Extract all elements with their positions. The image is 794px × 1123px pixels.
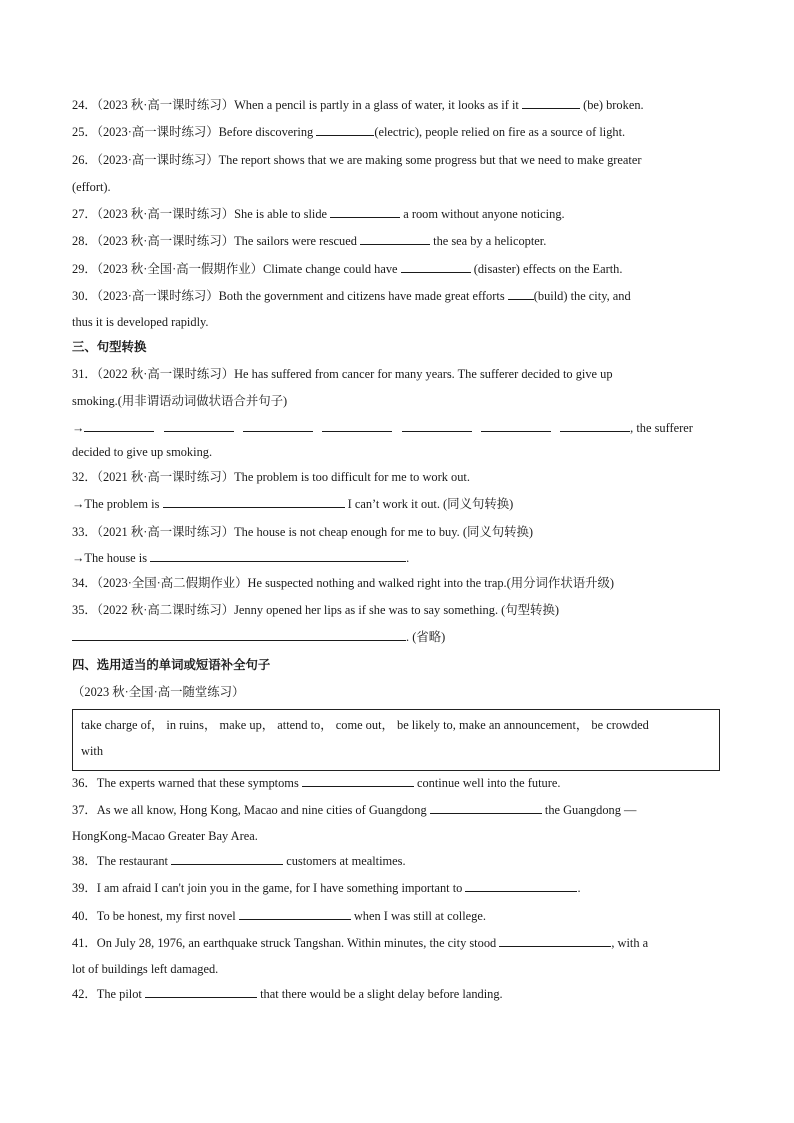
question-29: 29．（2023 秋·全国·高一假期作业）Climate change could have (disaster) effects on the Earth. <box>72 262 623 276</box>
answer-blank[interactable] <box>360 232 430 245</box>
question-35: 35．（2022 秋·高二课时练习）Jenny opened her lips as if she was to say something. (句型转换) <box>72 603 559 617</box>
answer-blank[interactable] <box>164 419 234 432</box>
answer-blank[interactable] <box>163 495 345 508</box>
answer-blank[interactable] <box>402 419 472 432</box>
answer-blank[interactable] <box>302 774 414 787</box>
question-42: 42．The pilot that there would be a slight delay before landing. <box>72 987 503 1001</box>
answer-blank[interactable] <box>465 879 577 892</box>
answer-blank[interactable] <box>171 852 283 865</box>
word-bank-box <box>72 709 720 771</box>
question-41-cont: lot of buildings left damaged. <box>72 962 219 976</box>
answer-blank[interactable] <box>330 205 400 218</box>
question-30-cont: thus it is developed rapidly. <box>72 315 209 329</box>
question-28: 28．（2023 秋·高一课时练习）The sailors were rescued the sea by a helicopter. <box>72 234 547 248</box>
answer-blank[interactable] <box>145 985 257 998</box>
question-32: 32．（2021 秋·高一课时练习）The problem is too difficult for me to work out. <box>72 470 470 484</box>
question-31: 31．（2022 秋·高一课时练习）He has suffered from cancer for many years. The sufferer decided to give up <box>72 367 613 381</box>
question-33: 33．（2021 秋·高一课时练习）The house is not cheap enough for me to buy. (同义句转换) <box>72 525 534 539</box>
question-38: 38．The restaurant customers at mealtimes. <box>72 854 406 868</box>
question-36: 36．The experts warned that these symptoms continue well into the future. <box>72 776 561 790</box>
question-25: 25．（2023·高一课时练习）Before discovering (electric), people relied on fire as a source of light. <box>72 125 626 139</box>
answer-blank[interactable] <box>322 419 392 432</box>
question-31-cont-2: decided to give up smoking. <box>72 445 213 459</box>
section-3-heading: 三、句型转换 <box>72 339 147 354</box>
question-30: 30．（2023·高一课时练习）Both the government and citizens have made great efforts (build) the city, and <box>72 289 631 303</box>
question-32-answer-line: →The problem is I can’t work it out. (同义句转换) <box>72 497 514 511</box>
answer-blank[interactable] <box>72 628 406 641</box>
question-34: 34．（2023·全国·高二假期作业）He suspected nothing and walked right into the trap.(用分词作状语升级) <box>72 576 615 590</box>
question-33-answer-line: →The house is . <box>72 551 410 565</box>
section-4-source: （2023 秋·全国·高一随堂练习） <box>72 685 245 699</box>
question-41: 41．On July 28, 1976, an earthquake struck Tangshan. Within minutes, the city stood , with a <box>72 936 649 950</box>
question-37: 37．As we all know, Hong Kong, Macao and nine cities of Guangdong the Guangdong — <box>72 803 637 817</box>
question-31-answer-line: → , the sufferer <box>72 421 693 435</box>
question-24: 24．（2023 秋·高一课时练习）When a pencil is partly in a glass of water, it looks as if it (be) broken. <box>72 98 644 112</box>
answer-blank[interactable] <box>401 260 471 273</box>
section-4-heading: 四、选用适当的单词或短语补全句子 <box>72 657 271 672</box>
word-bank-line-2: with <box>81 744 104 758</box>
question-26: 26．（2023·高一课时练习）The report shows that we are making some progress but that we need to make greater <box>72 153 642 167</box>
answer-blank[interactable] <box>239 907 351 920</box>
answer-blank[interactable] <box>560 419 630 432</box>
answer-blank[interactable] <box>150 549 406 562</box>
answer-blank[interactable] <box>508 287 534 300</box>
answer-blank[interactable] <box>481 419 551 432</box>
answer-blank[interactable] <box>430 801 542 814</box>
question-31-cont: smoking.(用非谓语动词做状语合并句子) <box>72 394 288 408</box>
word-bank-line-1: take charge of， in ruins， make up， attend to， come out， be likely to, make an announcement， be crowded <box>81 718 649 732</box>
question-37-cont: HongKong-Macao Greater Bay Area. <box>72 829 258 843</box>
question-26-cont: (effort). <box>72 180 111 194</box>
answer-blank[interactable] <box>84 419 154 432</box>
answer-blank[interactable] <box>522 96 580 109</box>
question-27: 27．（2023 秋·高一课时练习）She is able to slide a room without anyone noticing. <box>72 207 565 221</box>
answer-blank[interactable] <box>316 123 374 136</box>
question-40: 40．To be honest, my first novel when I was still at college. <box>72 909 486 923</box>
question-35-answer-line: . (省略) <box>72 628 722 646</box>
answer-blank[interactable] <box>499 934 611 947</box>
answer-blank[interactable] <box>243 419 313 432</box>
question-39: 39．I am afraid I can't join you in the game, for I have something important to . <box>72 881 581 895</box>
